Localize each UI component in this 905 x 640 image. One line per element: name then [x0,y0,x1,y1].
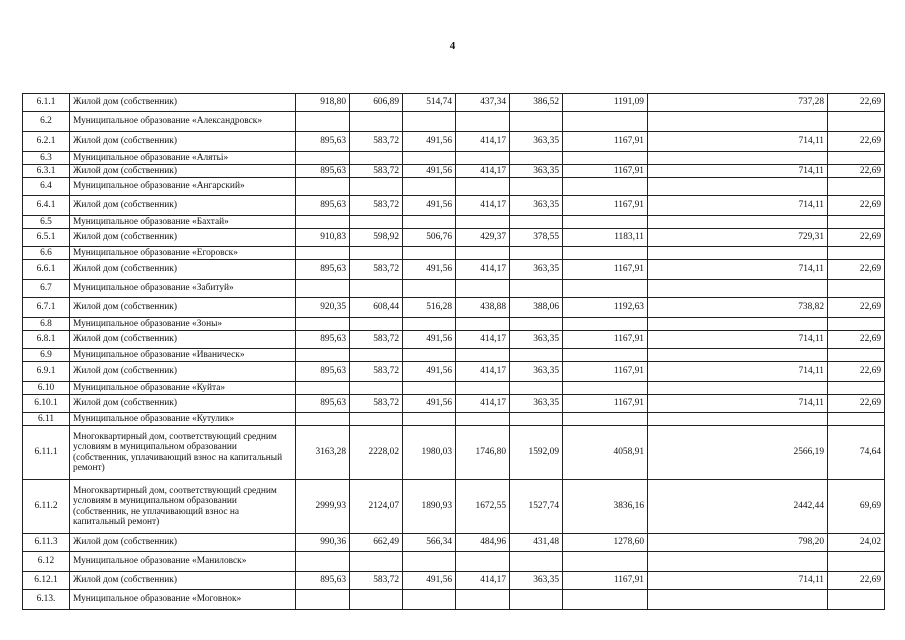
row-name: Многоквартирный дом, соответствующий средним условиям в муниципальном образовании (собственник, не уплачивающий взнос на капитальный ремонт) [70,480,296,534]
value-cell: 431,48 [510,534,563,552]
value-cell: 2228,02 [350,426,403,480]
value-cell: 798,20 [648,534,828,552]
row-id: 6.2 [23,112,70,132]
value-cell: 1980,03 [403,426,456,480]
value-cell [563,349,648,362]
value-cell: 22,69 [828,298,885,318]
value-cell: 506,76 [403,229,456,247]
value-cell: 69,69 [828,480,885,534]
row-id: 6.6.1 [23,260,70,280]
row-id: 6.9.1 [23,362,70,382]
value-cell: 429,37 [456,229,510,247]
table-row [23,331,885,349]
row-id: 6.11.1 [23,426,70,480]
value-cell: 583,72 [350,395,403,413]
value-cell: 491,56 [403,132,456,152]
value-cell: 1167,91 [563,260,648,280]
value-cell [563,216,648,229]
value-cell [403,216,456,229]
value-cell [563,382,648,395]
value-cell [456,318,510,331]
value-cell [296,590,350,610]
value-cell: 1592,09 [510,426,563,480]
row-id: 6.10.1 [23,395,70,413]
value-cell [828,349,885,362]
value-cell [648,413,828,426]
value-cell [648,247,828,260]
value-cell: 491,56 [403,362,456,382]
value-cell: 1746,80 [456,426,510,480]
row-id: 6.6 [23,247,70,260]
value-cell: 437,34 [456,94,510,112]
row-id: 6.11.3 [23,534,70,552]
row-name: Жилой дом (собственник) [70,362,296,382]
table-row [23,132,885,152]
value-cell: 1527,74 [510,480,563,534]
row-id: 6.11 [23,413,70,426]
row-id: 6.10 [23,382,70,395]
value-cell [828,247,885,260]
value-cell: 910,83 [296,229,350,247]
value-cell [828,552,885,572]
value-cell: 714,11 [648,260,828,280]
value-cell: 737,28 [648,94,828,112]
row-name: Муниципальное образование «Алятьі» [70,152,296,165]
value-cell [648,178,828,196]
value-cell: 22,69 [828,331,885,349]
value-cell: 491,56 [403,165,456,178]
value-cell [510,552,563,572]
value-cell [296,552,350,572]
value-cell: 714,11 [648,395,828,413]
value-cell: 414,17 [456,572,510,590]
value-cell [648,590,828,610]
value-cell: 414,17 [456,362,510,382]
value-cell [510,112,563,132]
value-cell: 22,69 [828,165,885,178]
value-cell: 1672,55 [456,480,510,534]
row-name: Муниципальное образование «Егоровск» [70,247,296,260]
value-cell: 363,35 [510,572,563,590]
value-cell: 1183,11 [563,229,648,247]
value-cell [648,112,828,132]
value-cell: 438,88 [456,298,510,318]
value-cell: 363,35 [510,196,563,216]
value-cell: 4058,91 [563,426,648,480]
row-id: 6.8.1 [23,331,70,349]
value-cell: 414,17 [456,260,510,280]
value-cell: 514,74 [403,94,456,112]
value-cell [828,413,885,426]
value-cell: 491,56 [403,572,456,590]
value-cell: 491,56 [403,331,456,349]
row-name: Муниципальное образование «Маниловск» [70,552,296,572]
value-cell [563,152,648,165]
value-cell [350,382,403,395]
row-id: 6.7 [23,280,70,298]
value-cell: 662,49 [350,534,403,552]
value-cell [403,382,456,395]
table-body [23,94,885,610]
table-row [23,426,885,480]
value-cell [456,178,510,196]
row-name: Муниципальное образование «Бахтай» [70,216,296,229]
value-cell: 738,82 [648,298,828,318]
row-name: Жилой дом (собственник) [70,132,296,152]
row-id: 6.13. [23,590,70,610]
table-row [23,196,885,216]
value-cell [403,552,456,572]
value-cell [403,152,456,165]
row-id: 6.5 [23,216,70,229]
value-cell [828,216,885,229]
section-row [23,280,885,298]
value-cell: 729,31 [648,229,828,247]
value-cell: 1890,93 [403,480,456,534]
value-cell [296,247,350,260]
row-id: 6.7.1 [23,298,70,318]
table-row [23,395,885,413]
row-name: Муниципальное образование «Александровск» [70,112,296,132]
value-cell: 22,69 [828,572,885,590]
value-cell [350,413,403,426]
value-cell [350,349,403,362]
value-cell [563,413,648,426]
value-cell: 2566,19 [648,426,828,480]
value-cell [648,382,828,395]
table-row [23,260,885,280]
row-name: Муниципальное образование «Иваническ» [70,349,296,362]
value-cell [510,247,563,260]
value-cell [456,112,510,132]
value-cell [456,349,510,362]
value-cell: 895,63 [296,395,350,413]
page-number: 4 [449,40,456,52]
value-cell [510,318,563,331]
value-cell [350,152,403,165]
value-cell: 1167,91 [563,362,648,382]
value-cell: 714,11 [648,331,828,349]
value-cell [648,280,828,298]
section-row [23,590,885,610]
value-cell [403,349,456,362]
section-row [23,552,885,572]
value-cell [456,247,510,260]
value-cell: 414,17 [456,395,510,413]
section-row [23,318,885,331]
value-cell [828,382,885,395]
value-cell [563,318,648,331]
value-cell [403,413,456,426]
value-cell [296,413,350,426]
row-id: 6.5.1 [23,229,70,247]
value-cell: 388,06 [510,298,563,318]
value-cell [648,152,828,165]
value-cell [456,216,510,229]
value-cell: 22,69 [828,260,885,280]
value-cell [350,216,403,229]
value-cell [350,590,403,610]
value-cell: 491,56 [403,196,456,216]
row-name: Муниципальное образование «Ангарский» [70,178,296,196]
row-name: Муниципальное образование «Зоны» [70,318,296,331]
value-cell [403,178,456,196]
value-cell [563,247,648,260]
value-cell: 895,63 [296,196,350,216]
value-cell: 414,17 [456,331,510,349]
value-cell [828,152,885,165]
row-name: Жилой дом (собственник) [70,298,296,318]
value-cell [828,112,885,132]
row-name: Муниципальное образование «Куйта» [70,382,296,395]
value-cell: 895,63 [296,165,350,178]
value-cell [648,552,828,572]
section-row [23,152,885,165]
value-cell [563,280,648,298]
value-cell [510,280,563,298]
section-row [23,178,885,196]
value-cell [296,318,350,331]
value-cell [403,318,456,331]
value-cell: 1278,60 [563,534,648,552]
value-cell [510,178,563,196]
value-cell: 414,17 [456,196,510,216]
value-cell: 414,17 [456,165,510,178]
row-name: Жилой дом (собственник) [70,331,296,349]
value-cell [510,382,563,395]
value-cell [648,216,828,229]
row-name: Жилой дом (собственник) [70,165,296,178]
table-row [23,362,885,382]
value-cell [510,590,563,610]
section-row [23,413,885,426]
row-id: 6.12.1 [23,572,70,590]
value-cell: 363,35 [510,165,563,178]
value-cell [350,280,403,298]
row-name: Муниципальное образование «Моговнок» [70,590,296,610]
value-cell: 1167,91 [563,196,648,216]
row-id: 6.2.1 [23,132,70,152]
table-row [23,94,885,112]
value-cell: 583,72 [350,196,403,216]
value-cell [296,178,350,196]
value-cell: 516,28 [403,298,456,318]
value-cell [510,216,563,229]
value-cell: 895,63 [296,362,350,382]
value-cell: 22,69 [828,395,885,413]
value-cell [828,590,885,610]
table-row [23,534,885,552]
row-id: 6.3 [23,152,70,165]
value-cell [563,590,648,610]
value-cell: 608,44 [350,298,403,318]
value-cell [510,349,563,362]
value-cell [403,247,456,260]
value-cell [456,152,510,165]
row-name: Муниципальное образование «Кутулик» [70,413,296,426]
value-cell: 606,89 [350,94,403,112]
row-name: Многоквартирный дом, соответствующий средним условиям в муниципальном образовании (собственник, уплачивающий взнос на капитальный ремонт) [70,426,296,480]
value-cell [403,112,456,132]
row-id: 6.3.1 [23,165,70,178]
value-cell: 1167,91 [563,132,648,152]
value-cell [296,112,350,132]
value-cell: 895,63 [296,331,350,349]
table-row [23,229,885,247]
row-name: Жилой дом (собственник) [70,196,296,216]
value-cell [510,413,563,426]
section-row [23,349,885,362]
value-cell [563,112,648,132]
table-row [23,480,885,534]
value-cell: 363,35 [510,132,563,152]
value-cell [296,280,350,298]
section-row [23,247,885,260]
value-cell: 74,64 [828,426,885,480]
value-cell [828,178,885,196]
row-id: 6.8 [23,318,70,331]
value-cell: 22,69 [828,362,885,382]
row-id: 6.9 [23,349,70,362]
row-id: 6.1.1 [23,94,70,112]
value-cell: 583,72 [350,260,403,280]
value-cell: 583,72 [350,165,403,178]
value-cell: 918,80 [296,94,350,112]
value-cell: 566,34 [403,534,456,552]
value-cell: 714,11 [648,132,828,152]
value-cell: 895,63 [296,572,350,590]
value-cell: 583,72 [350,331,403,349]
value-cell [456,590,510,610]
row-name: Жилой дом (собственник) [70,395,296,413]
value-cell [350,552,403,572]
table-row [23,572,885,590]
value-cell: 714,11 [648,572,828,590]
value-cell [456,552,510,572]
value-cell [563,178,648,196]
value-cell [456,382,510,395]
value-cell: 920,35 [296,298,350,318]
value-cell: 1167,91 [563,572,648,590]
value-cell: 2124,07 [350,480,403,534]
value-cell: 1192,63 [563,298,648,318]
value-cell [563,552,648,572]
value-cell [403,280,456,298]
value-cell: 22,69 [828,132,885,152]
value-cell [456,280,510,298]
value-cell [296,152,350,165]
value-cell: 583,72 [350,362,403,382]
value-cell [296,349,350,362]
value-cell: 3836,16 [563,480,648,534]
value-cell [828,318,885,331]
row-name: Жилой дом (собственник) [70,260,296,280]
row-name: Жилой дом (собственник) [70,94,296,112]
value-cell [296,382,350,395]
value-cell: 2999,93 [296,480,350,534]
value-cell [350,318,403,331]
value-cell [350,247,403,260]
value-cell: 491,56 [403,395,456,413]
value-cell [403,590,456,610]
row-id: 6.4.1 [23,196,70,216]
value-cell: 363,35 [510,395,563,413]
value-cell: 1191,09 [563,94,648,112]
value-cell: 484,96 [456,534,510,552]
value-cell: 990,36 [296,534,350,552]
value-cell: 598,92 [350,229,403,247]
row-id: 6.4 [23,178,70,196]
value-cell [350,112,403,132]
value-cell: 363,35 [510,331,563,349]
value-cell: 895,63 [296,260,350,280]
value-cell [350,178,403,196]
value-cell: 1167,91 [563,331,648,349]
value-cell: 22,69 [828,229,885,247]
value-cell: 22,69 [828,94,885,112]
section-row [23,112,885,132]
value-cell: 3163,28 [296,426,350,480]
value-cell: 895,63 [296,132,350,152]
value-cell: 24,02 [828,534,885,552]
value-cell: 363,35 [510,260,563,280]
table-row [23,165,885,178]
table-row [23,298,885,318]
value-cell [296,216,350,229]
value-cell: 1167,91 [563,395,648,413]
value-cell: 583,72 [350,132,403,152]
value-cell: 386,52 [510,94,563,112]
value-cell: 583,72 [350,572,403,590]
row-name: Жилой дом (собственник) [70,229,296,247]
value-cell: 2442,44 [648,480,828,534]
row-name: Жилой дом (собственник) [70,572,296,590]
row-id: 6.12 [23,552,70,572]
section-row [23,216,885,229]
value-cell [456,413,510,426]
tariff-table [22,93,885,610]
value-cell [510,152,563,165]
value-cell: 363,35 [510,362,563,382]
value-cell [648,318,828,331]
value-cell [828,280,885,298]
row-name: Жилой дом (собственник) [70,534,296,552]
value-cell: 22,69 [828,196,885,216]
value-cell: 414,17 [456,132,510,152]
value-cell: 714,11 [648,362,828,382]
value-cell [648,349,828,362]
value-cell: 1167,91 [563,165,648,178]
section-row [23,382,885,395]
value-cell: 378,55 [510,229,563,247]
value-cell: 714,11 [648,165,828,178]
row-id: 6.11.2 [23,480,70,534]
value-cell: 491,56 [403,260,456,280]
row-name: Муниципальное образование «Забитуй» [70,280,296,298]
value-cell: 714,11 [648,196,828,216]
